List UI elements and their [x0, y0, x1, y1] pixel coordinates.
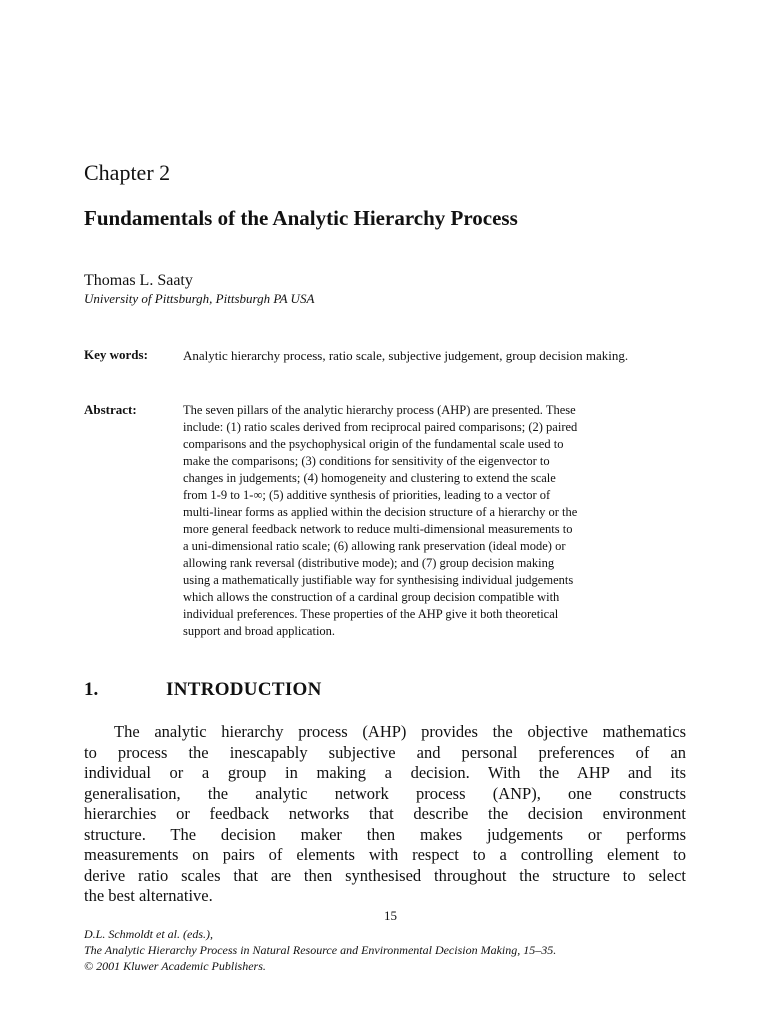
- abstract-body: [183, 402, 577, 640]
- chapter-label: Chapter 2: [84, 160, 171, 185]
- paragraph-line: the best alternative.: [84, 886, 213, 905]
- abstract-line: from 1-9 to 1-∞; (5) additive synthesis of priorities, leading to a vector of: [183, 488, 551, 502]
- abstract-line: make the comparisons; (3) conditions for sensitivity of the eigenvector to: [183, 454, 550, 468]
- keywords-text: Analytic hierarchy process, ratio scale, subjective judgement, group decision making.: [183, 348, 629, 363]
- abstract-line: changes in judgements; (4) homogeneity and clustering to extend the scale: [183, 471, 556, 485]
- abstract-line: multi-linear forms as applied within the decision structure of a hierarchy or the: [183, 505, 578, 519]
- abstract-line: support and broad application.: [183, 624, 336, 638]
- paragraph-line: structure. The decision maker then makes judgements or performs: [84, 824, 686, 844]
- author-affiliation: University of Pittsburgh, Pittsburgh PA USA: [84, 291, 315, 306]
- footer-editors: D.L. Schmoldt et al. (eds.),: [84, 927, 213, 941]
- keywords-label: Key words:: [84, 347, 148, 362]
- chapter-title: Fundamentals of the Analytic Hierarchy Process: [84, 206, 518, 230]
- page-number: 15: [384, 908, 397, 923]
- abstract-line: allowing rank reversal (distributive mode); and (7) group decision making: [183, 556, 555, 570]
- abstract-line: more general feedback network to reduce multi-dimensional measurements to: [183, 522, 573, 536]
- section-title: INTRODUCTION: [166, 679, 322, 700]
- paragraph-line: to process the inescapably subjective and personal preferences of an: [84, 742, 686, 762]
- paragraph-line: measurements on pairs of elements with respect to a controlling element to: [84, 845, 686, 864]
- abstract-line: individual preferences. These properties of the AHP give it both theoretical: [183, 607, 559, 621]
- abstract-label: Abstract:: [84, 402, 137, 417]
- abstract-line: include: (1) ratio scales derived from reciprocal paired comparisons; (2) paired: [183, 420, 578, 434]
- introduction-paragraph: [84, 722, 686, 907]
- abstract-line: comparisons and the psychophysical origin of the fundamental scale used to: [183, 437, 564, 451]
- paragraph-line: generalisation, the analytic network process (ANP), one constructs: [84, 783, 686, 803]
- footer-book-title: The Analytic Hierarchy Process in Natural Resource and Environmental Decision Making, 15–35.: [84, 943, 557, 957]
- abstract-line: which allows the construction of a cardinal group decision compatible with: [183, 590, 560, 604]
- publication-footer: [84, 926, 556, 974]
- footer-copyright: © 2001 Kluwer Academic Publishers.: [84, 959, 266, 973]
- abstract-line: The seven pillars of the analytic hierarchy process (AHP) are presented. These: [183, 403, 576, 417]
- paragraph-line: derive ratio scales that are then synthesised throughout the structure to select: [84, 865, 686, 885]
- paragraph-line: The analytic hierarchy process (AHP) provides the objective mathematics: [114, 722, 686, 741]
- author-name: Thomas L. Saaty: [84, 272, 193, 289]
- section-number: 1.: [84, 679, 99, 700]
- abstract-line: a uni-dimensional ratio scale; (6) allowing rank preservation (ideal mode) or: [183, 539, 566, 553]
- abstract-line: using a mathematically justifiable way for synthesising individual judgements: [183, 573, 574, 587]
- paragraph-line: individual or a group in making a decision. With the AHP and its: [84, 763, 686, 782]
- paragraph-line: hierarchies or feedback networks that describe the decision environment: [84, 804, 686, 823]
